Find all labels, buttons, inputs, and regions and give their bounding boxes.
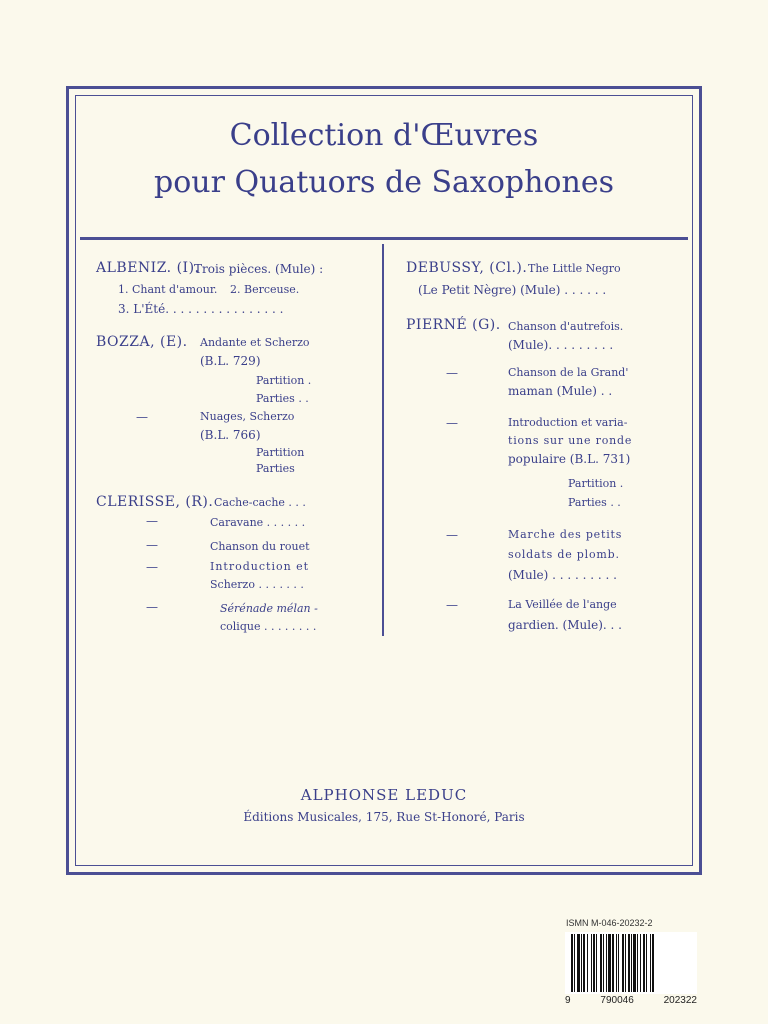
barcode-bar [637,934,638,992]
barcode-bar [643,934,645,992]
work-introduction-scherzo-cont: Scherzo . . . . . . . [210,578,304,591]
ditto-dash: — [146,538,158,552]
barcode-bar [596,934,597,992]
collection-subtitle: pour Quatuors de Saxophones [154,165,614,200]
ditto-dash: — [146,600,158,614]
work-berceuse: 2. Berceuse. [230,283,300,296]
barcode-bar [587,934,588,992]
ditto-dash: — [446,366,458,380]
barcode-bar [591,934,592,992]
barcode-bar [600,934,602,992]
work-caravane: Caravane . . . . . . [210,516,306,529]
ditto-dash: — [446,528,458,542]
ditto-dash: — [446,416,458,430]
barcode-bar [631,934,632,992]
work-introduction-variations: Introduction et varia- [508,416,628,429]
ditto-dash: — [446,598,458,612]
parties-label: Parties [256,462,295,475]
work-introduction-variations-cont1: tions sur une ronde [508,434,633,447]
barcode-bar [577,934,580,992]
barcode-bar [640,934,641,992]
work-introduction-variations-cont2: populaire (B.L. 731) [508,452,631,466]
barcode-bar [652,934,654,992]
work-cache-cache: Cache-cache . . . [214,496,306,509]
work-marche-petits-soldats-cont2: (Mule) . . . . . . . . . [508,568,617,582]
barcode-bar [616,934,617,992]
composer-albeniz: ALBENIZ. (I). [96,260,200,276]
barcode-bar [625,934,626,992]
barcode-bar [583,934,585,992]
publisher-address: Éditions Musicales, 175, Rue St-Honoré, Paris [243,810,525,824]
ditto-dash: — [146,560,158,574]
work-chanson-du-rouet: Chanson du rouet [210,540,310,553]
work-marche-petits-soldats: Marche des petits [508,528,623,541]
partition-label: Partition . [568,477,624,490]
partition-label: Partition [256,446,305,459]
work-veillee-ange-gardien: La Veillée de l'ange [508,598,617,611]
composer-pierne: PIERNÉ (G). [406,317,501,333]
barcode-bars [565,932,697,994]
work-chanson-grand-maman: Chanson de la Grand' [508,366,629,379]
work-nuages-scherzo: Nuages, Scherzo [200,410,295,423]
column-divider [382,244,384,636]
header-divider [80,237,688,240]
work-serenade-melancolique: Sérénade mélan - [220,602,318,615]
work-trois-pieces: Trois pièces. (Mule) : [194,262,324,276]
work-chanson-dautrefois: Chanson d'autrefois. [508,320,624,333]
collection-title: Collection d'Œuvres [229,118,539,153]
work-marche-petits-soldats-cont: soldats de plomb. [508,548,620,561]
barcode-bar [622,934,624,992]
barcode-bar [571,934,573,992]
work-chanson-grand-maman-cont: maman (Mule) . . [508,384,613,398]
ditto-dash: — [146,514,158,528]
ditto-dash: — [136,410,148,424]
work-little-negro: The Little Negro [528,262,621,275]
barcode-bar [650,934,651,992]
barcode-group2: 202322 [663,995,697,1006]
work-introduction-scherzo: Introduction et [210,560,310,573]
barcode-bar [628,934,630,992]
barcode-bar [646,934,647,992]
barcode-bar [608,934,611,992]
barcode-bar [603,934,604,992]
work-serenade-melancolique-cont: colique . . . . . . . . [220,620,317,633]
work-andante-scherzo: Andante et Scherzo [200,336,310,349]
barcode-bar [633,934,636,992]
barcode-bar [606,934,607,992]
publisher-name: ALPHONSE LEDUC [300,786,468,804]
catalog-bl729: (B.L. 729) [200,354,261,368]
catalog-bl766: (B.L. 766) [200,428,261,442]
parties-label: Parties . . [568,496,621,509]
composer-clerisse: CLERISSE, (R). [96,494,214,510]
barcode-numbers [565,995,697,1006]
partition-label: Partition . [256,374,312,387]
work-petit-negre: (Le Petit Nègre) (Mule) . . . . . . [418,283,607,297]
parties-label: Parties . . [256,392,309,405]
composer-bozza: BOZZA, (E). [96,334,188,350]
barcode-bar [574,934,575,992]
work-lete: 3. L'Été. . . . . . . . . . . . . . . . [118,302,284,316]
ismn-label: ISMN M-046-20232-2 [566,918,653,928]
barcode-digit-first: 9 [565,995,571,1006]
work-veillee-ange-gardien-cont: gardien. (Mule). . . [508,618,622,632]
barcode-bar [581,934,582,992]
barcode-bar [612,934,614,992]
barcode-group1: 790046 [600,995,634,1006]
barcode-bar [618,934,619,992]
work-chanson-dautrefois-cont: (Mule). . . . . . . . . [508,338,614,352]
barcode-bar [593,934,595,992]
work-chant-damour: 1. Chant d'amour. [118,283,218,296]
composer-debussy: DEBUSSY, (Cl.). [406,260,528,276]
barcode [565,932,697,994]
